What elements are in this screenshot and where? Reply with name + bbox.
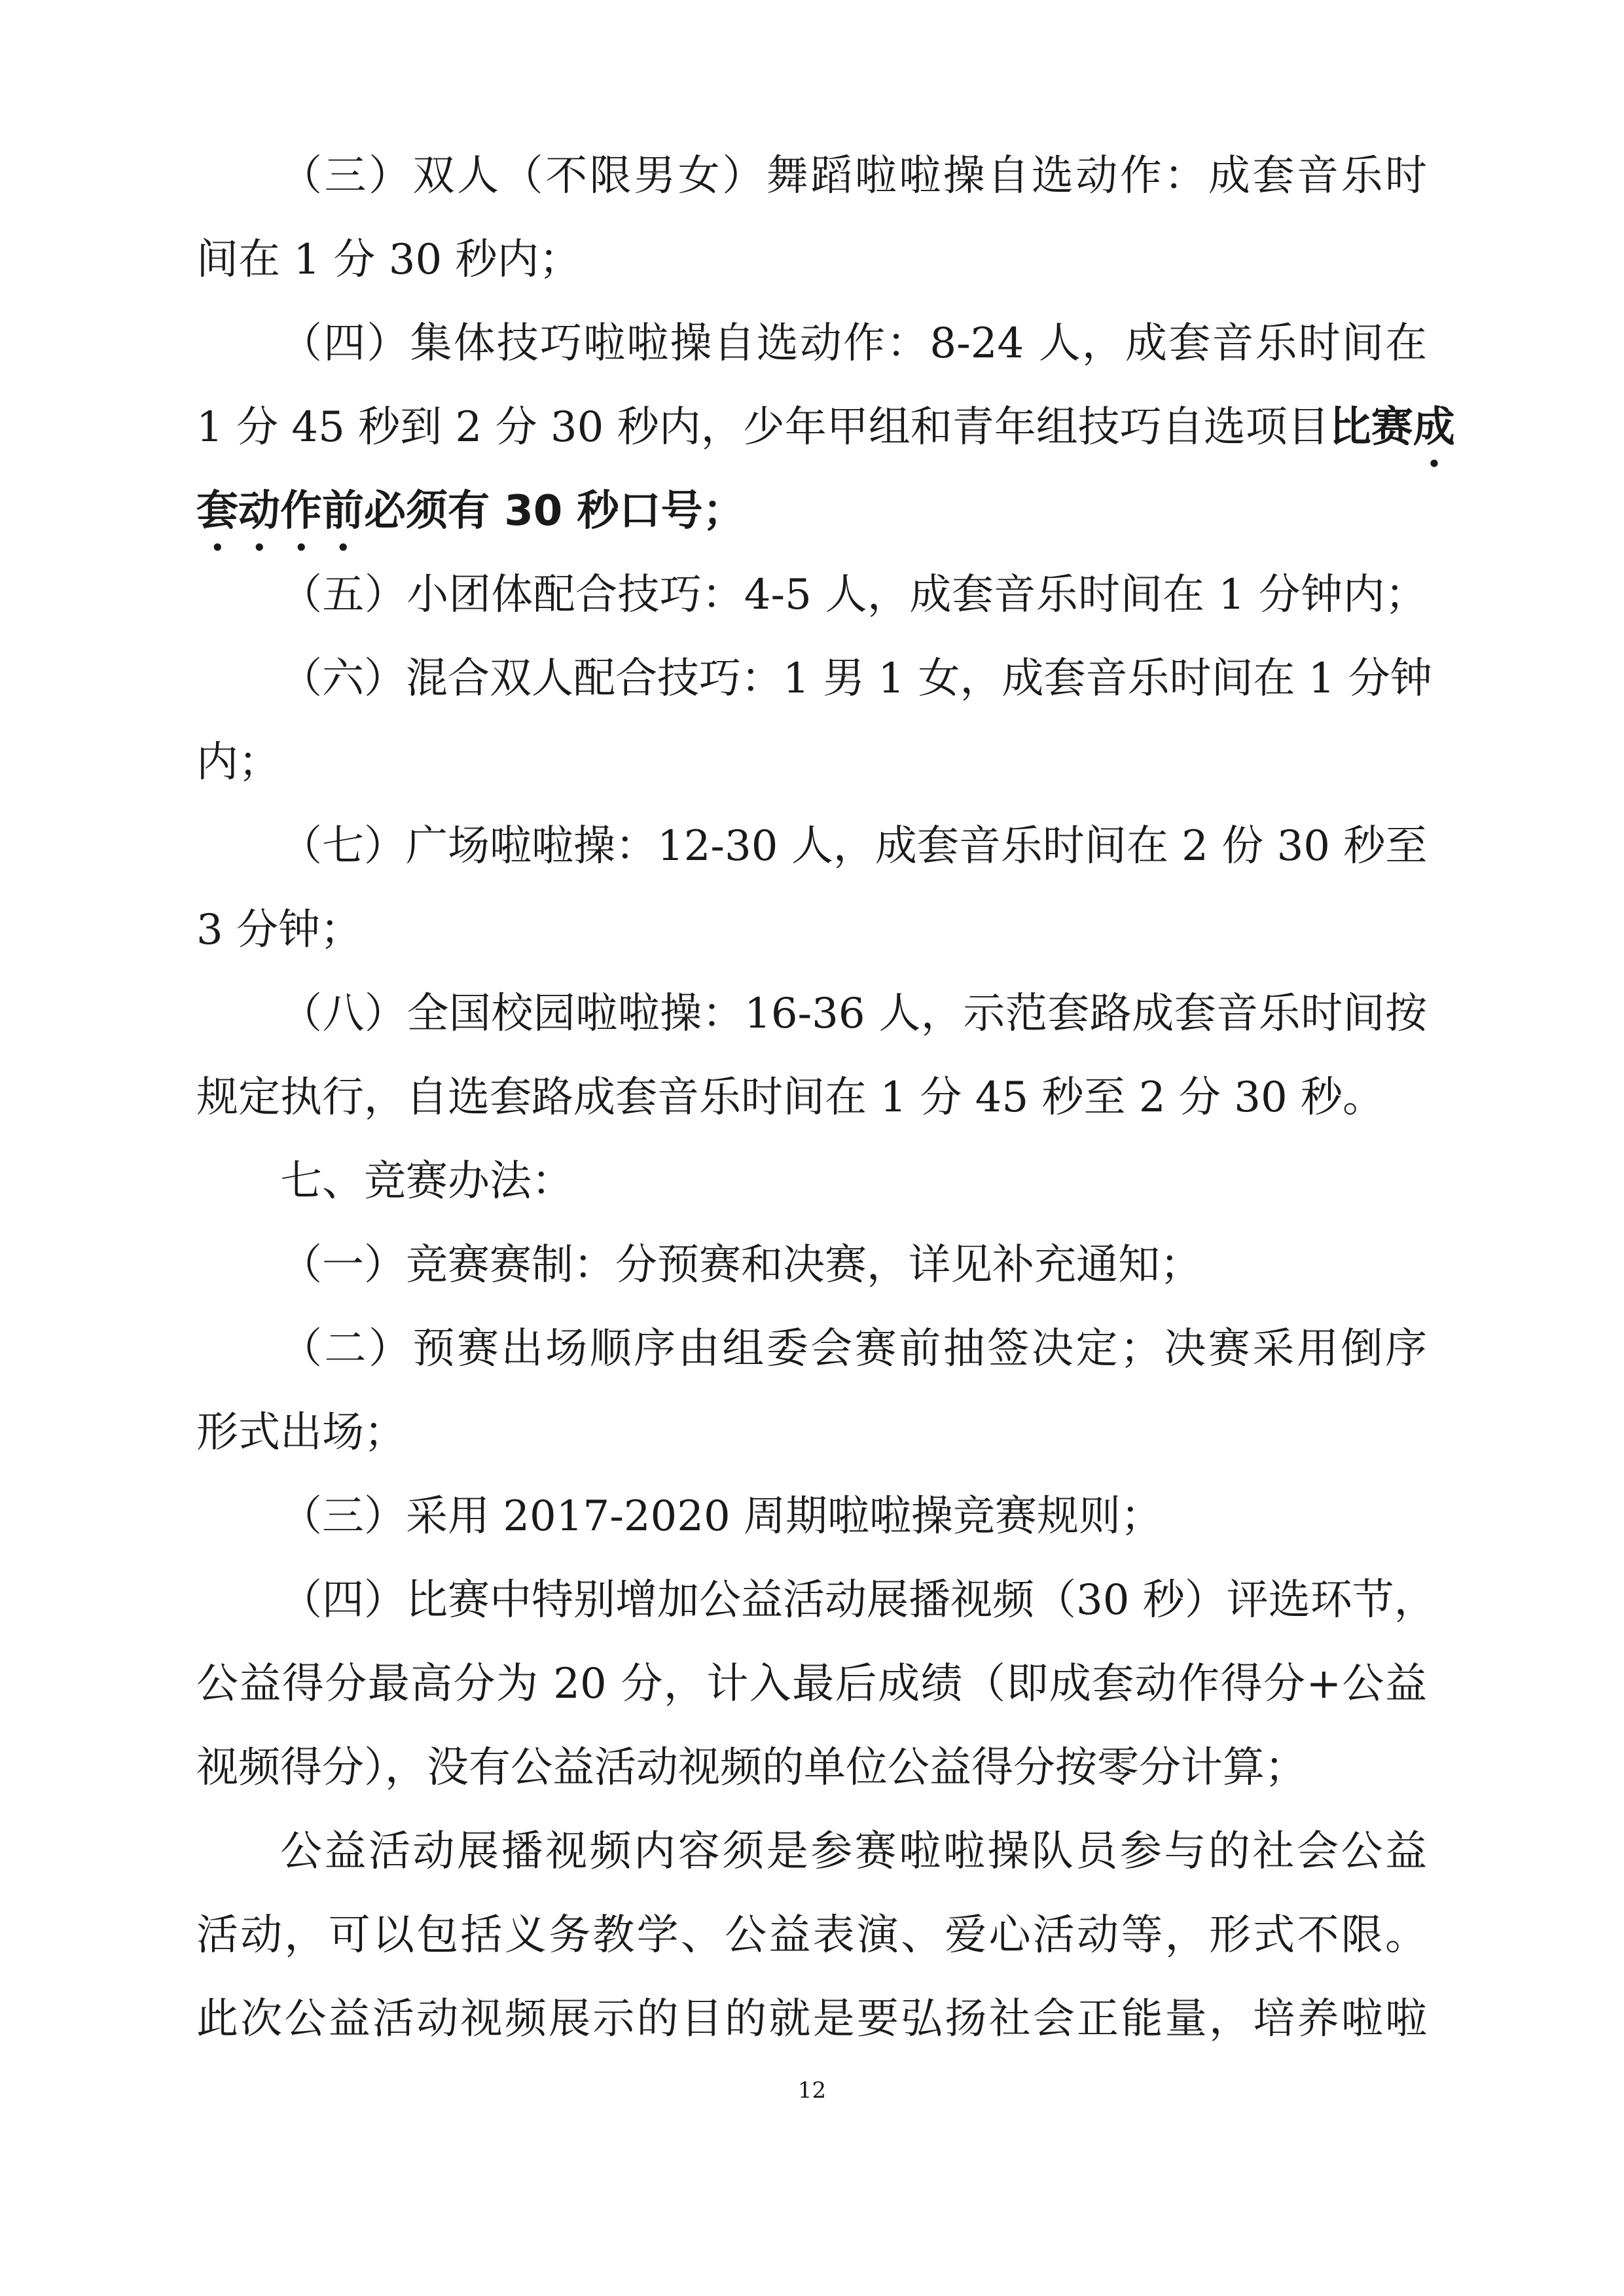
text-span: （一）竞赛赛制：分预赛和决赛，详见补充通知； [280, 1241, 1202, 1289]
text-span: （二）预赛出场顺序由组委会赛前抽签决定；决赛采用倒序 [280, 1325, 1427, 1373]
bold-text: 比赛 [1329, 403, 1413, 452]
paragraph-line [196, 566, 1427, 624]
emphasis-text: 成 [1413, 403, 1455, 452]
text-span: （四）集体技巧啦啦操自选动作：8-24 人，成套音乐时间在 [280, 319, 1427, 368]
text-span: 活动，可以包括义务教学、公益表演、爱心活动等，形式不限。 [196, 1911, 1427, 1960]
text-span: （八）全国校园啦啦操：16-36 人，示范套路成套音乐时间按 [280, 990, 1427, 1038]
paragraph-line [196, 1320, 1427, 1378]
paragraph-line [196, 985, 1427, 1043]
paragraph-line [196, 901, 1427, 959]
text-span: 1 分 45 秒到 2 分 30 秒内，少年甲组和青年组技巧自选项目 [196, 403, 1329, 452]
text-span: （六）混合双人配合技巧：1 男 1 女，成套音乐时间在 1 分钟 [280, 655, 1432, 703]
text-span: 公益活动展播视频内容须是参赛啦啦操队员参与的社会公益 [280, 1827, 1427, 1876]
paragraph-line [196, 1069, 1427, 1126]
paragraph-line [196, 817, 1427, 875]
text-span: （三）采用 2017-2020 周期啦啦操竞赛规则； [280, 1492, 1163, 1541]
paragraph-line [196, 315, 1427, 372]
paragraph-line [196, 399, 1455, 456]
paragraph-line [196, 482, 1427, 540]
paragraph-line [196, 1655, 1427, 1713]
paragraph-line [196, 1236, 1427, 1294]
paragraph-line [196, 1990, 1427, 2048]
heading-text: 七、竞赛办法： [280, 1157, 573, 1206]
page-number: 12 [797, 2077, 827, 2104]
paragraph-line [196, 1571, 1436, 1629]
text-span: 此次公益活动视频展示的目的就是要弘扬社会正能量，培养啦啦 [196, 1995, 1427, 2043]
text-span: （三）双人（不限男女）舞蹈啦啦操自选动作：成套音乐时 [280, 152, 1427, 200]
text-span: 3 分钟； [196, 906, 363, 954]
paragraph-line [196, 1823, 1427, 1880]
text-span: 公益得分最高分为 20 分，计入最后成绩（即成套动作得分+公益 [196, 1660, 1427, 1708]
paragraph-line [196, 650, 1432, 708]
bold-text: 必须有 30 秒口号； [364, 487, 745, 535]
paragraph-line [196, 1488, 1427, 1545]
paragraph-line [196, 1739, 1427, 1797]
paragraph-line [196, 147, 1427, 205]
section-heading [196, 1153, 1427, 1210]
text-span: 间在 1 分 30 秒内； [196, 236, 581, 284]
text-span: （五）小团体配合技巧：4-5 人，成套音乐时间在 1 分钟内； [280, 571, 1427, 619]
text-span: 内； [196, 738, 280, 787]
text-span: 规定执行，自选套路成套音乐时间在 1 分 45 秒至 2 分 30 秒。 [196, 1073, 1385, 1122]
paragraph-line [196, 231, 1427, 289]
emphasis-text: 套动作前 [196, 487, 364, 535]
paragraph-line [196, 1907, 1427, 1964]
document-page [196, 147, 1455, 2074]
text-span: （七）广场啦啦操：12-30 人，成套音乐时间在 2 份 30 秒至 [280, 822, 1428, 870]
text-span: 视频得分），没有公益活动视频的单位公益得分按零分计算； [196, 1744, 1307, 1792]
paragraph-line [196, 734, 1427, 791]
text-span: （四）比赛中特别增加公益活动展播视频（30 秒）评选环节， [280, 1576, 1436, 1624]
paragraph-line [196, 1404, 1427, 1462]
text-span: 形式出场； [196, 1408, 406, 1457]
